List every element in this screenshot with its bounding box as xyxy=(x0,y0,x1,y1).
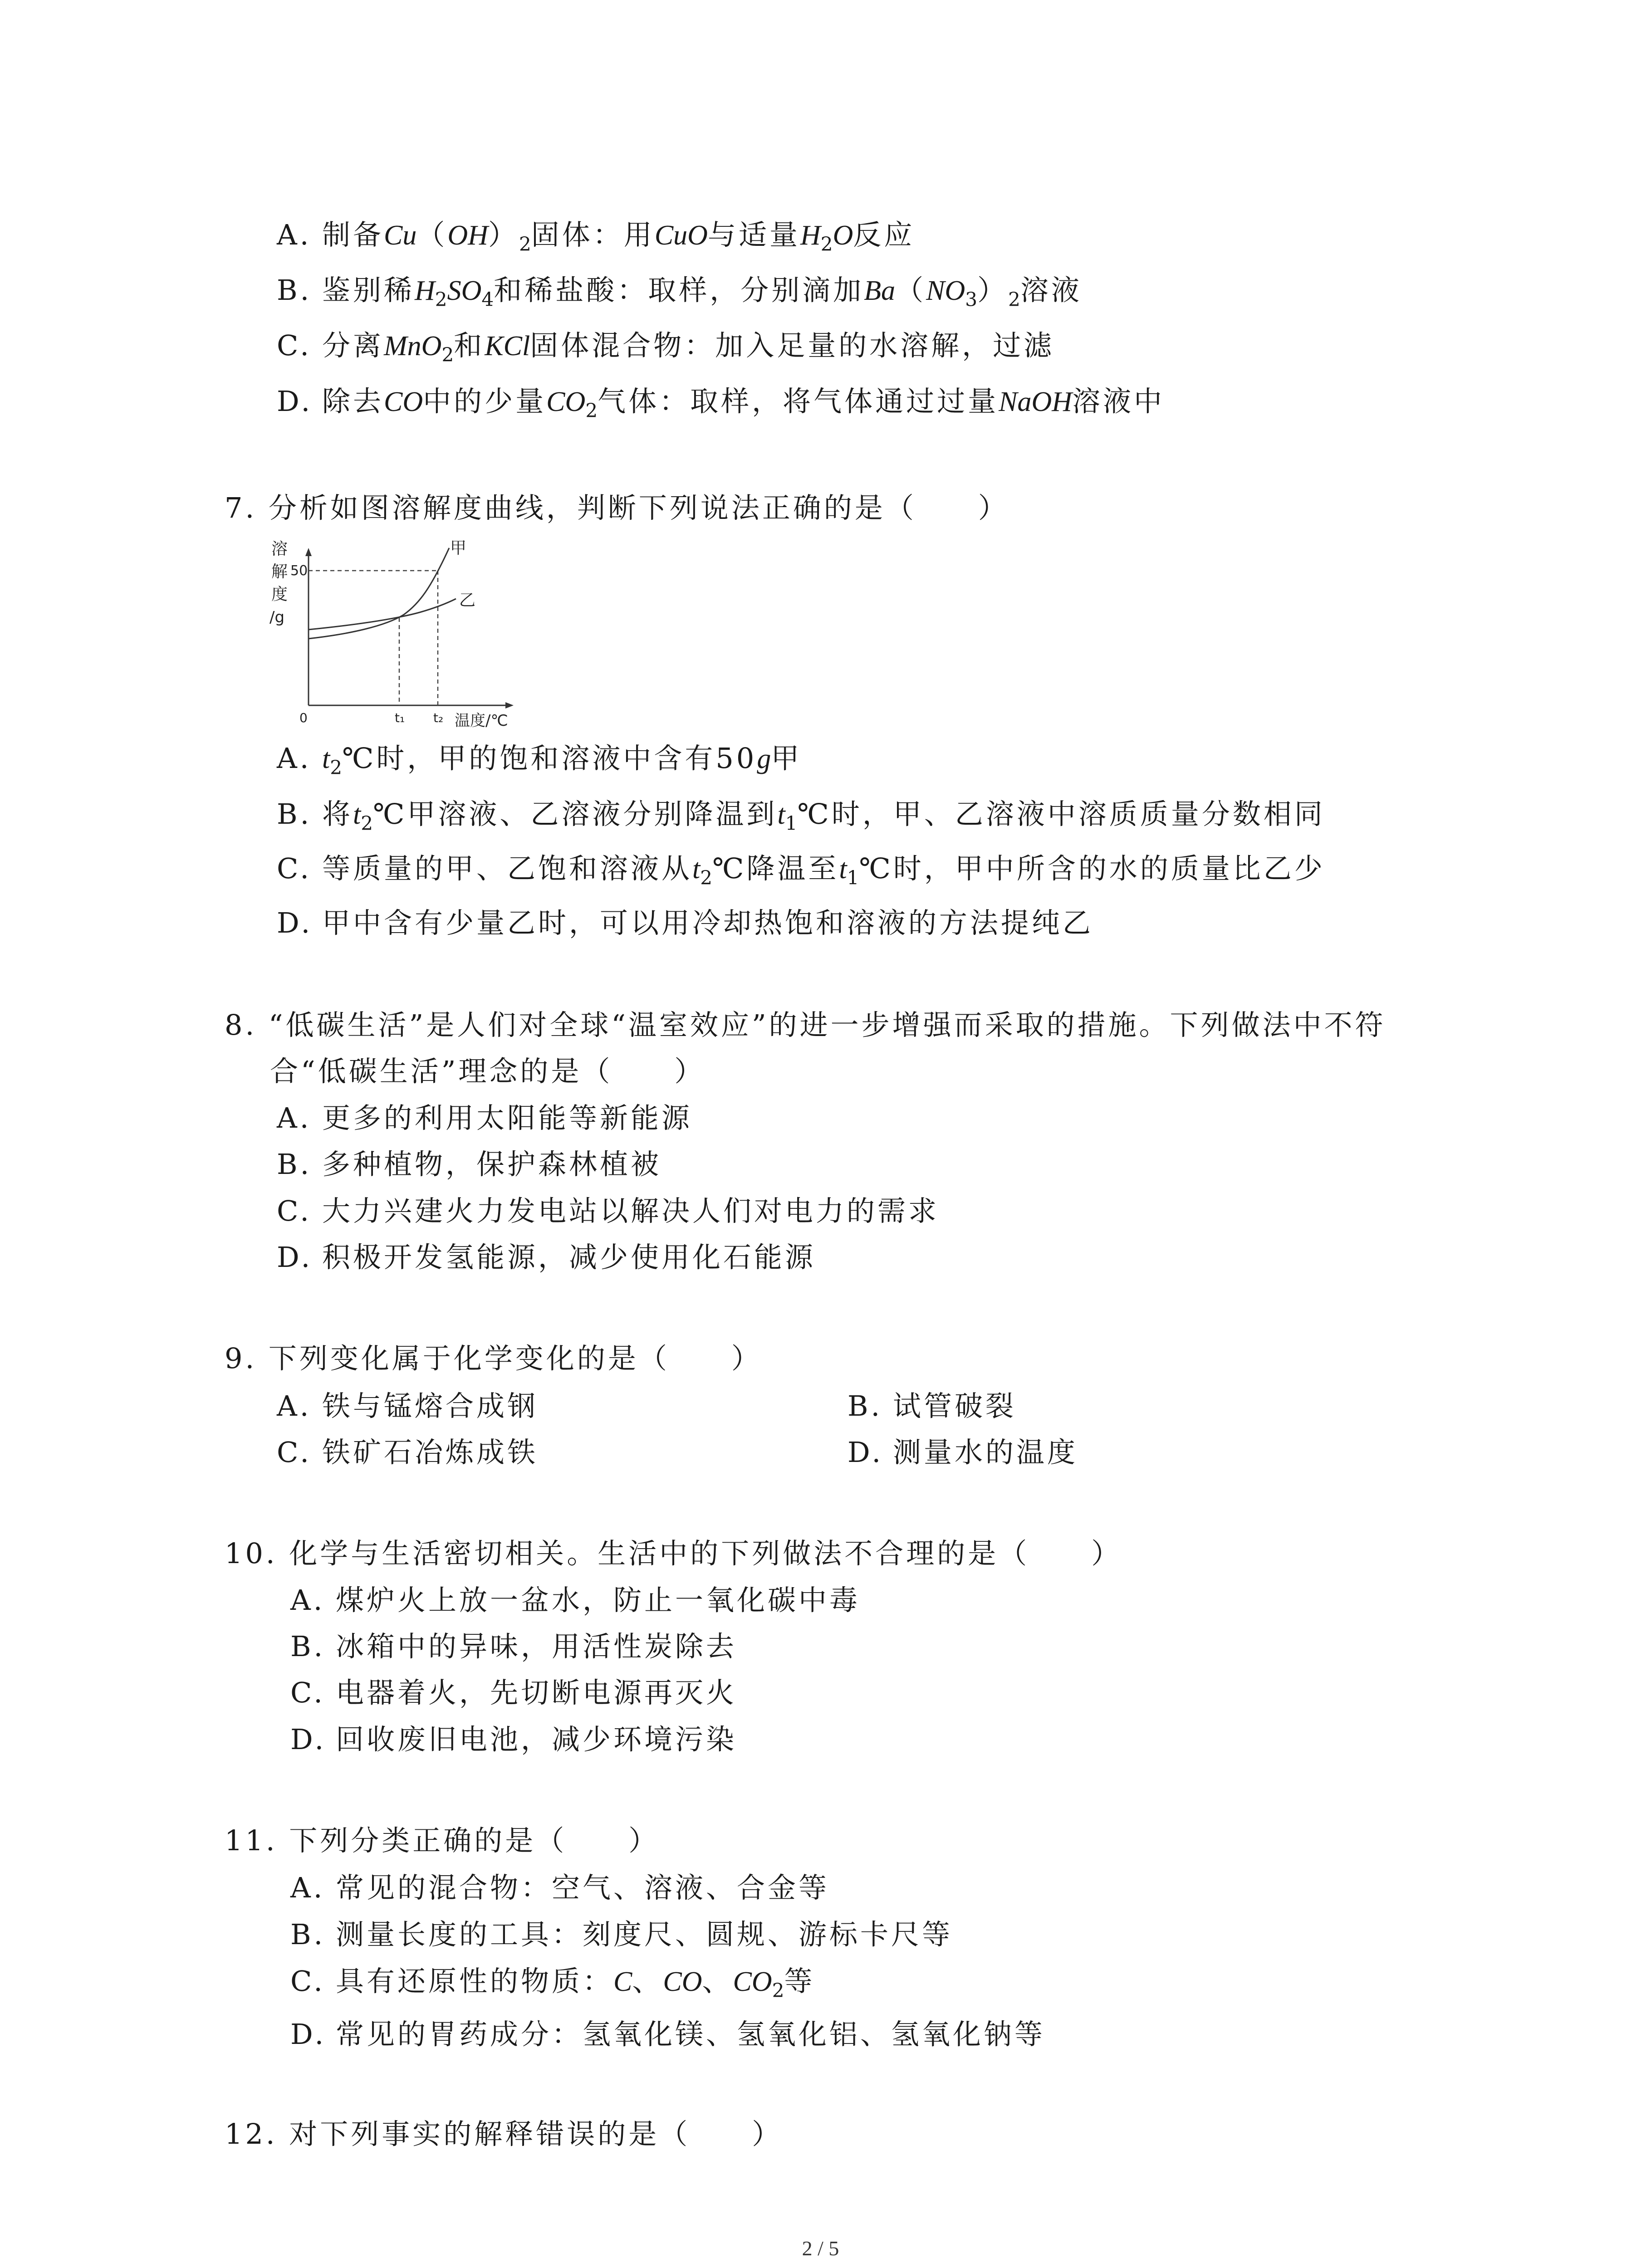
q8-option-a xyxy=(277,1100,692,1136)
q7-stem: 7. 分析如图溶解度曲线，判断下列说法正确的是（ ） xyxy=(225,491,1009,524)
text-segment: 、 xyxy=(632,1965,663,1998)
option-text: 铁与锰熔合成钢 xyxy=(322,1389,539,1422)
text-segment: 固体：用 xyxy=(531,218,655,251)
option-text xyxy=(322,329,1055,366)
option-text: 多种植物，保护森林植被 xyxy=(322,1148,662,1181)
page-number: 2 / 5 xyxy=(802,2237,839,2260)
q9-option-a xyxy=(277,1388,538,1424)
formula-symbol: H xyxy=(415,275,435,306)
q10-option-c xyxy=(290,1675,737,1711)
formula-subscript: 2 xyxy=(435,288,447,311)
curve-yi xyxy=(309,599,456,630)
q7-option-c xyxy=(277,850,1325,887)
q8-option-b xyxy=(277,1146,661,1183)
option-text: 试管破裂 xyxy=(893,1389,1017,1422)
q8-stem-line2: 合“低碳生活”理念的是（ ） xyxy=(270,1055,705,1088)
option-label: B. xyxy=(277,274,312,307)
option-text: 电器着火，先切断电源再灭火 xyxy=(336,1676,737,1709)
text-segment: （ xyxy=(895,274,926,307)
text-segment: 将 xyxy=(322,797,353,831)
text-segment: ℃甲溶液、乙溶液分别降温到 xyxy=(373,797,778,831)
q7-option-a xyxy=(277,740,802,777)
option-label: A. xyxy=(277,218,312,251)
option-label: A. xyxy=(277,1101,312,1134)
text-segment: 常见的胃药成分：氢氧化镁、氢氧化铝、氢氧化钠等 xyxy=(336,2018,1046,2051)
formula-subscript: 2 xyxy=(519,233,531,255)
formula-symbol: NO xyxy=(926,275,965,306)
y-axis-label-3: 度 xyxy=(271,585,288,604)
text-segment: 与适量 xyxy=(707,218,800,251)
option-text xyxy=(322,274,1082,311)
q8-option-c xyxy=(277,1193,939,1229)
text-segment: （ xyxy=(416,218,448,251)
formula-symbol: t xyxy=(839,854,847,885)
formula-subscript: 2 xyxy=(330,756,343,779)
q7-option-b xyxy=(277,796,1325,833)
option-text xyxy=(336,1918,953,1951)
text-segment: 制备 xyxy=(322,218,384,251)
option-text xyxy=(336,2018,1045,2051)
text-segment: 中的少量 xyxy=(423,385,547,418)
text-segment: ℃时，甲中所含的水的质量比乙少 xyxy=(859,852,1325,885)
q6-option-b xyxy=(277,272,1082,309)
q7-option-d xyxy=(277,905,1093,941)
option-label: B. xyxy=(277,1148,312,1181)
q10-option-d xyxy=(290,1721,737,1758)
formula-symbol: Cu xyxy=(384,220,417,251)
text-segment: 、 xyxy=(702,1965,733,1998)
q8-stem-line1: 8. “低碳生活”是人们对全球“温室效应”的进一步增强而采取的措施。下列做法中不符 xyxy=(225,1008,1386,1041)
text-segment: 等 xyxy=(784,1965,815,1998)
option-label: C. xyxy=(277,852,312,885)
option-text: 积极开发氢能源，减少使用化石能源 xyxy=(322,1241,816,1274)
q11-option-b xyxy=(290,1916,953,1953)
curve-jia xyxy=(309,548,449,639)
formula-symbol: CO xyxy=(384,386,423,417)
option-label: D. xyxy=(290,2018,327,2051)
option-label: C. xyxy=(277,1436,312,1469)
option-label: C. xyxy=(290,1965,325,1998)
formula-symbol: KCl xyxy=(485,331,530,362)
text-segment: 分离 xyxy=(322,329,384,362)
formula-subscript: 2 xyxy=(361,812,373,835)
curve-label-yi: 乙 xyxy=(459,591,476,610)
option-text: 煤炉火上放一盆水，防止一氧化碳中毒 xyxy=(336,1584,861,1617)
q9-option-d xyxy=(847,1434,1078,1471)
formula-symbol: SO xyxy=(447,275,482,306)
formula-symbol: g xyxy=(757,743,771,774)
text-segment: 甲中含有少量乙时，可以用冷却热饱和溶液的方法提纯乙 xyxy=(322,906,1094,939)
curve-label-jia: 甲 xyxy=(450,539,467,557)
q6-option-d xyxy=(277,383,1165,420)
q11-option-c xyxy=(290,1963,815,2000)
q10-option-b xyxy=(290,1628,737,1665)
q11-option-a xyxy=(290,1870,829,1906)
option-text xyxy=(322,852,1325,889)
option-label: D. xyxy=(277,1241,313,1274)
option-text xyxy=(336,1965,815,2002)
option-label: B. xyxy=(277,797,312,831)
text-segment: 溶液中 xyxy=(1072,385,1165,418)
formula-symbol: CO xyxy=(546,386,586,417)
q6-option-a xyxy=(277,217,915,254)
option-text xyxy=(322,742,802,779)
y-tick-50: 50 xyxy=(290,563,308,579)
formula-symbol: CO xyxy=(663,1966,702,1997)
option-text xyxy=(336,1871,829,1904)
q9-stem: 9. 下列变化属于化学变化的是（ ） xyxy=(225,1342,762,1375)
formula-symbol: Ba xyxy=(864,275,896,306)
formula-symbol: t xyxy=(353,799,361,830)
y-axis-label-1: 溶 xyxy=(271,540,288,558)
formula-subscript: 4 xyxy=(481,288,494,311)
option-text: 测量水的温度 xyxy=(893,1436,1078,1469)
text-segment: ℃时，甲的饱和溶液中含有50 xyxy=(342,742,757,775)
q11-option-d xyxy=(290,2016,1045,2053)
option-text xyxy=(322,385,1165,422)
option-label: D. xyxy=(290,1723,327,1756)
option-label: B. xyxy=(290,1918,326,1951)
option-label: D. xyxy=(277,906,313,939)
formula-symbol: MnO xyxy=(384,331,442,362)
text-segment: ℃时，甲、乙溶液中溶质质量分数相同 xyxy=(797,797,1325,831)
formula-subscript: 2 xyxy=(585,399,598,422)
option-label: A. xyxy=(277,742,312,775)
text-segment: 常见的混合物：空气、溶液、合金等 xyxy=(336,1871,830,1904)
formula-symbol: t xyxy=(777,799,785,830)
text-segment: 和 xyxy=(454,329,485,362)
option-text: 回收废旧电池，减少环境污染 xyxy=(336,1723,737,1756)
y-axis-label-4: /g xyxy=(269,608,285,626)
option-text: 冰箱中的异味，用活性炭除去 xyxy=(336,1630,737,1663)
formula-subscript: 1 xyxy=(785,812,798,835)
text-segment: 固体混合物：加入足量的水溶解，过滤 xyxy=(530,329,1055,362)
x-tick-t2: t₂ xyxy=(433,710,444,725)
text-segment: 和稀盐酸：取样，分别滴加 xyxy=(494,274,864,307)
option-text xyxy=(322,906,1093,939)
text-segment: ） xyxy=(488,218,519,251)
formula-subscript: 2 xyxy=(700,866,713,889)
option-text xyxy=(322,797,1325,835)
option-label: B. xyxy=(290,1630,326,1663)
q11-stem: 11. 下列分类正确的是（ ） xyxy=(225,1824,660,1857)
q9-option-b xyxy=(847,1388,1016,1424)
option-label: B. xyxy=(847,1389,883,1422)
formula-subscript: 2 xyxy=(1008,288,1020,311)
formula-subscript: 1 xyxy=(847,866,859,889)
formula-subscript: 3 xyxy=(965,288,978,311)
x-axis-arrow xyxy=(505,702,514,709)
x-tick-t1: t₁ xyxy=(395,710,405,725)
text-segment: 具有还原性的物质： xyxy=(336,1965,614,1998)
option-text xyxy=(322,218,915,255)
option-label: C. xyxy=(290,1676,325,1709)
option-label: A. xyxy=(290,1871,325,1904)
formula-symbol: t xyxy=(322,743,330,774)
text-segment: 反应 xyxy=(853,218,915,251)
text-segment: 甲 xyxy=(771,742,802,775)
option-label: C. xyxy=(277,1194,312,1227)
formula-symbol: O xyxy=(833,220,853,251)
y-axis-label-2: 解 xyxy=(271,562,288,581)
formula-subscript: 2 xyxy=(441,343,454,366)
formula-symbol: CO xyxy=(733,1966,772,1997)
text-segment: ） xyxy=(977,274,1009,307)
formula-symbol: NaOH xyxy=(999,386,1073,417)
q10-option-a xyxy=(290,1582,860,1618)
option-label: D. xyxy=(277,385,313,418)
x-axis-label: 温度/℃ xyxy=(455,712,508,730)
formula-symbol: CuO xyxy=(654,220,708,251)
option-text: 大力兴建火力发电站以解决人们对电力的需求 xyxy=(322,1194,940,1227)
solubility-curve-figure xyxy=(263,535,535,739)
text-segment: 溶液 xyxy=(1020,274,1082,307)
formula-symbol: t xyxy=(692,854,700,885)
text-segment: 气体：取样，将气体通过过量 xyxy=(598,385,999,418)
q8-option-d xyxy=(277,1239,816,1276)
q12-stem: 12. 对下列事实的解释错误的是（ ） xyxy=(225,2117,783,2151)
q10-stem: 10. 化学与生活密切相关。生活中的下列做法不合理的是（ ） xyxy=(225,1537,1122,1570)
option-label: A. xyxy=(290,1584,325,1617)
option-label: A. xyxy=(277,1389,312,1422)
origin-label: 0 xyxy=(299,710,308,725)
text-segment: 等质量的甲、乙饱和溶液从 xyxy=(322,852,693,885)
option-text: 更多的利用太阳能等新能源 xyxy=(322,1101,693,1134)
formula-subscript: 2 xyxy=(772,1979,784,2002)
text-segment: 除去 xyxy=(322,385,384,418)
text-segment: 鉴别稀 xyxy=(322,274,415,307)
text-segment: ℃降温至 xyxy=(712,852,839,885)
option-label: D. xyxy=(847,1436,884,1469)
q9-option-c xyxy=(277,1434,538,1471)
y-axis-arrow xyxy=(305,548,312,556)
option-text: 铁矿石冶炼成铁 xyxy=(322,1436,539,1469)
text-segment: 测量长度的工具：刻度尺、圆规、游标卡尺等 xyxy=(336,1918,953,1951)
q6-option-c xyxy=(277,327,1054,364)
formula-symbol: H xyxy=(800,220,821,251)
formula-subscript: 2 xyxy=(820,233,833,255)
option-label: C. xyxy=(277,329,312,362)
formula-symbol: OH xyxy=(447,220,488,251)
formula-symbol: C xyxy=(613,1966,632,1997)
